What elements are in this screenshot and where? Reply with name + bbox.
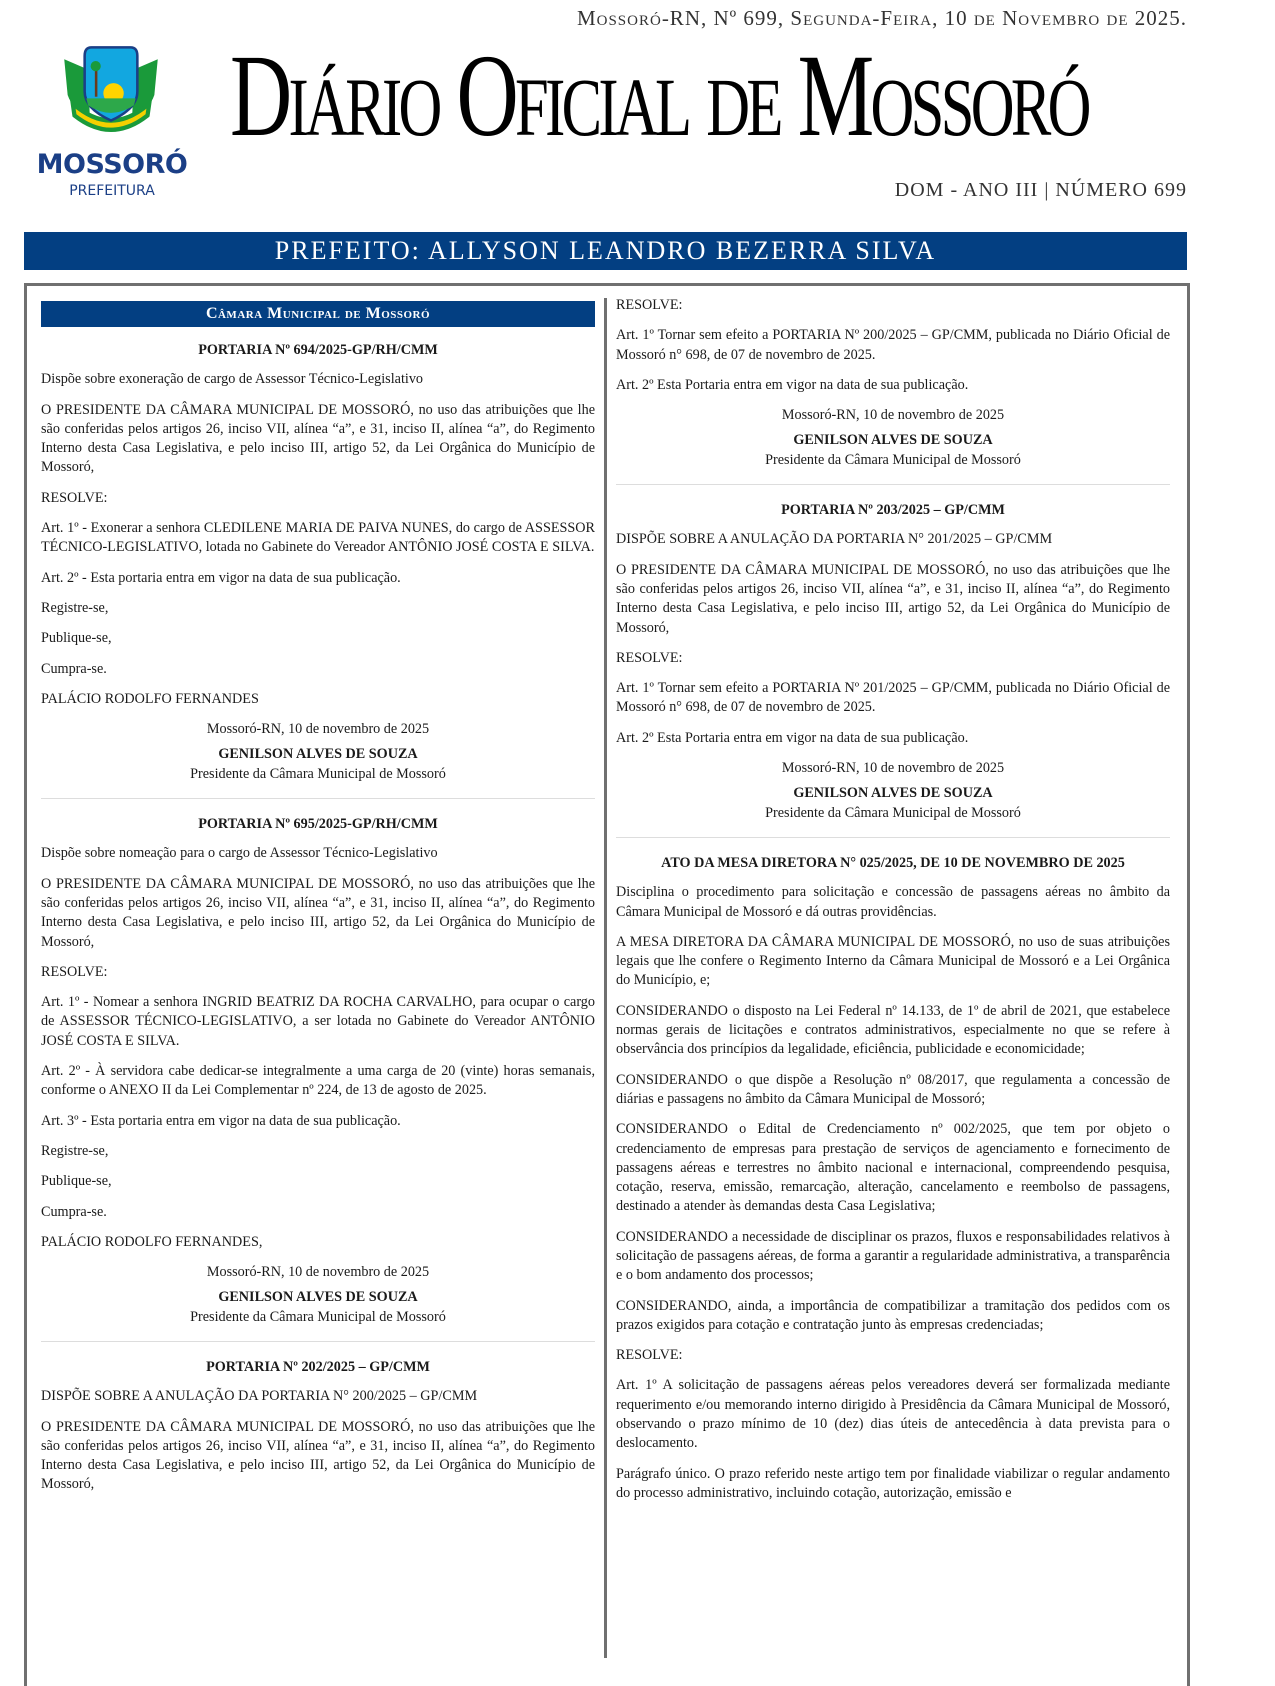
paragraph: CONSIDERANDO o disposto na Lei Federal nº 14.133, de 1º de abril de 2021, que estabelece normas gerais de licitações e contratos administrativos, especialmente no que se refere à observância dos princípios da legalidade, eficiência, publicidade e economicidade;: [616, 1002, 1170, 1058]
issue-number: DOM - ANO III | NÚMERO 699: [894, 179, 1187, 201]
paragraph: Art. 2º Esta Portaria entra em vigor na data de sua publicação.: [616, 376, 969, 393]
logo-text: MOSSORÓ: [36, 149, 188, 180]
document-title: PORTARIA Nº 203/2025 – GP/CMM: [781, 502, 1005, 519]
centered-line: Presidente da Câmara Municipal de Mossoró: [765, 451, 1021, 468]
paragraph: O PRESIDENTE DA CÂMARA MUNICIPAL DE MOSSORÓ, no uso das atribuições que lhe são conferidas pelos artigos 26, inciso VII, alínea “a”, e 31, inciso II, alínea “a”, do Regimento Interno desta Casa Legislativa, e pelo inciso III, artigo 52, da Lei Orgânica do Município de Mossoró,: [616, 561, 1170, 636]
paragraph: RESOLVE:: [616, 1347, 683, 1364]
paragraph: CONSIDERANDO o Edital de Credenciamento nº 002/2025, que tem por objeto o credenciamento de empresas para prestação de serviços de agenciamento e fornecimento de passagens aéreas e terrestres no âmbito nacional e internacional, compreendendo pesquisa, cotação, reserva, emissão, remarcação, alteração, cancelamento e reembolso de passagens, destinado a atender às demandas desta Casa Legislativa;: [616, 1121, 1170, 1215]
signatory-name: GENILSON ALVES DE SOUZA: [793, 432, 993, 449]
left-column: [41, 296, 595, 1506]
paragraph: Art. 1º - Exonerar a senhora CLEDILENE MARIA DE PAIVA NUNES, do cargo de ASSESSOR TÉCNICO-LEGISLATIVO, lotada no Gabinete do Vereador ANTÔNIO JOSÉ COSTA E SILVA.: [41, 520, 595, 556]
document-title: ATO DA MESA DIRETORA N° 025/2025, DE 10 DE NOVEMBRO DE 2025: [661, 854, 1125, 871]
paragraph: Registre-se,: [41, 599, 109, 616]
centered-line: Mossoró-RN, 10 de novembro de 2025: [206, 721, 430, 738]
paragraph: CONSIDERANDO, ainda, a importância de compatibilizar a tramitação dos pedidos com os prazos exigidos para cotação e contratação junto às empresas credenciadas;: [616, 1297, 1170, 1333]
paragraph: A MESA DIRETORA DA CÂMARA MUNICIPAL DE MOSSORÓ, no uso de suas atribuições legais que lhe confere o Regimento Interno da Câmara Municipal de Mossoró e a Lei Orgânica do Município, e;: [616, 933, 1170, 989]
centered-line: Mossoró-RN, 10 de novembro de 2025: [781, 760, 1005, 777]
paragraph: Publique-se,: [41, 1173, 112, 1190]
section-header: Câmara Municipal de Mossoró: [41, 301, 595, 327]
paragraph: DISPÕE SOBRE A ANULAÇÃO DA PORTARIA N° 200/2025 – GP/CMM: [41, 1388, 478, 1405]
section-separator: [41, 798, 595, 799]
centered-line: Mossoró-RN, 10 de novembro de 2025: [206, 1264, 430, 1281]
paragraph: O PRESIDENTE DA CÂMARA MUNICIPAL DE MOSSORÓ, no uso das atribuições que lhe são conferidas pelos artigos 26, inciso VII, alínea “a”, e 31, inciso II, alínea “a”, do Regimento Interno desta Casa Legislativa, e pelo inciso III, artigo 52, da Lei Orgânica do Município de Mossoró,: [41, 401, 595, 476]
paragraph: Cumpra-se.: [41, 1203, 107, 1220]
paragraph: RESOLVE:: [41, 963, 108, 980]
paragraph: Art. 1º Tornar sem efeito a PORTARIA Nº 201/2025 – GP/CMM, publicada no Diário Oficial de Mossoró n° 698, de 07 de novembro de 2025.: [616, 680, 1170, 716]
paragraph: Art. 2º - À servidora cabe dedicar-se integralmente a uma carga de 20 (vinte) horas semanais, conforme o ANEXO II da Lei Complementar nº 224, de 13 de agosto de 2025.: [41, 1063, 595, 1099]
centered-line: Mossoró-RN, 10 de novembro de 2025: [781, 407, 1005, 424]
paragraph: Disciplina o procedimento para solicitação e concessão de passagens aéreas no âmbito da Câmara Municipal de Mossoró e dá outras providências.: [616, 884, 1170, 920]
paragraph: Art. 2º Esta Portaria entra em vigor na data de sua publicação.: [616, 729, 969, 746]
paragraph: Art. 1º Tornar sem efeito a PORTARIA Nº 200/2025 – GP/CMM, publicada no Diário Oficial de Mossoró n° 698, de 07 de novembro de 2025.: [616, 327, 1170, 363]
document-title: PORTARIA Nº 695/2025-GP/RH/CMM: [198, 816, 438, 833]
paragraph: RESOLVE:: [616, 297, 683, 313]
paragraph: Dispõe sobre nomeação para o cargo de Assessor Técnico-Legislativo: [41, 845, 438, 862]
masthead-title: Diário Oficial de Mossoró: [230, 30, 1088, 161]
mayor-banner: PREFEITO: ALLYSON LEANDRO BEZERRA SILVA: [24, 232, 1187, 270]
document-title: PORTARIA Nº 202/2025 – GP/CMM: [206, 1358, 430, 1375]
section-separator: [41, 1341, 595, 1342]
paragraph: CONSIDERANDO o que dispõe a Resolução nº 08/2017, que regulamenta a concessão de diárias e passagens no âmbito da Câmara Municipal de Mossoró;: [616, 1071, 1170, 1107]
right-column: [616, 296, 1170, 1514]
paragraph: PALÁCIO RODOLFO FERNANDES: [41, 690, 259, 707]
section-separator: [616, 837, 1170, 838]
centered-line: Presidente da Câmara Municipal de Mossoró: [765, 804, 1021, 821]
paragraph: Art. 1º A solicitação de passagens aéreas pelos vereadores deverá ser formalizada mediante requerimento e/ou memorando interno dirigido à Presidência da Câmara Municipal de Mossoró, observando o prazo mínimo de 10 (dez) dias úteis de antecedência à data prevista para o deslocamento.: [616, 1377, 1170, 1452]
paragraph: Registre-se,: [41, 1142, 109, 1159]
paragraph: Art. 2º - Esta portaria entra em vigor na data de sua publicação.: [41, 569, 401, 586]
signatory-name: GENILSON ALVES DE SOUZA: [218, 1289, 418, 1306]
issue-dateline: Mossoró-RN, Nº 699, Segunda-Feira, 10 de Novembro de 2025.: [576, 6, 1187, 30]
paragraph: CONSIDERANDO a necessidade de disciplinar os prazos, fluxos e responsabilidades relativos à solicitação de passagens aéreas, de forma a garantir a regularidade administrativa, a transparência e o bom andamento dos processos;: [616, 1228, 1170, 1284]
section-separator: [616, 484, 1170, 485]
signatory-name: GENILSON ALVES DE SOUZA: [793, 785, 993, 802]
paragraph: Publique-se,: [41, 630, 112, 647]
column-divider: [604, 298, 607, 1658]
mossoro-coat-of-arms-logo: [26, 44, 196, 146]
signatory-name: GENILSON ALVES DE SOUZA: [218, 746, 418, 763]
paragraph: DISPÕE SOBRE A ANULAÇÃO DA PORTARIA N° 201/2025 – GP/CMM: [616, 531, 1053, 548]
centered-line: Presidente da Câmara Municipal de Mossoró: [190, 765, 446, 782]
centered-line: Presidente da Câmara Municipal de Mossoró: [190, 1308, 446, 1325]
logo-subtext: PREFEITURA: [69, 183, 155, 199]
paragraph: O PRESIDENTE DA CÂMARA MUNICIPAL DE MOSSORÓ, no uso das atribuições que lhe são conferidas pelos artigos 26, inciso VII, alínea “a”, e 31, inciso II, alínea “a”, do Regimento Interno desta Casa Legislativa, e pelo inciso III, artigo 52, da Lei Orgânica do Município de Mossoró,: [41, 875, 595, 950]
paragraph: PALÁCIO RODOLFO FERNANDES,: [41, 1233, 263, 1250]
paragraph: RESOLVE:: [616, 649, 683, 666]
paragraph: Parágrafo único. O prazo referido neste artigo tem por finalidade viabilizar o regular andamento do processo administrativo, incluindo cotação, autorização, emissão e: [616, 1465, 1170, 1501]
document-title: PORTARIA Nº 694/2025-GP/RH/CMM: [198, 342, 438, 358]
paragraph: Dispõe sobre exoneração de cargo de Assessor Técnico-Legislativo: [41, 371, 424, 388]
paragraph: Cumpra-se.: [41, 660, 107, 677]
paragraph: RESOLVE:: [41, 489, 108, 506]
paragraph: O PRESIDENTE DA CÂMARA MUNICIPAL DE MOSSORÓ, no uso das atribuições que lhe são conferidas pelos artigos 26, inciso VII, alínea “a”, e 31, inciso II, alínea “a”, do Regimento Interno desta Casa Legislativa, e pelo inciso III, artigo 52, da Lei Orgânica do Município de Mossoró,: [41, 1418, 595, 1493]
paragraph: Art. 3º - Esta portaria entra em vigor na data de sua publicação.: [41, 1112, 401, 1129]
paragraph: Art. 1º - Nomear a senhora INGRID BEATRIZ DA ROCHA CARVALHO, para ocupar o cargo de ASSESSOR TÉCNICO-LEGISLATIVO, a ser lotada no Gabinete do Vereador ANTÔNIO JOSÉ COSTA E SILVA.: [41, 994, 595, 1049]
